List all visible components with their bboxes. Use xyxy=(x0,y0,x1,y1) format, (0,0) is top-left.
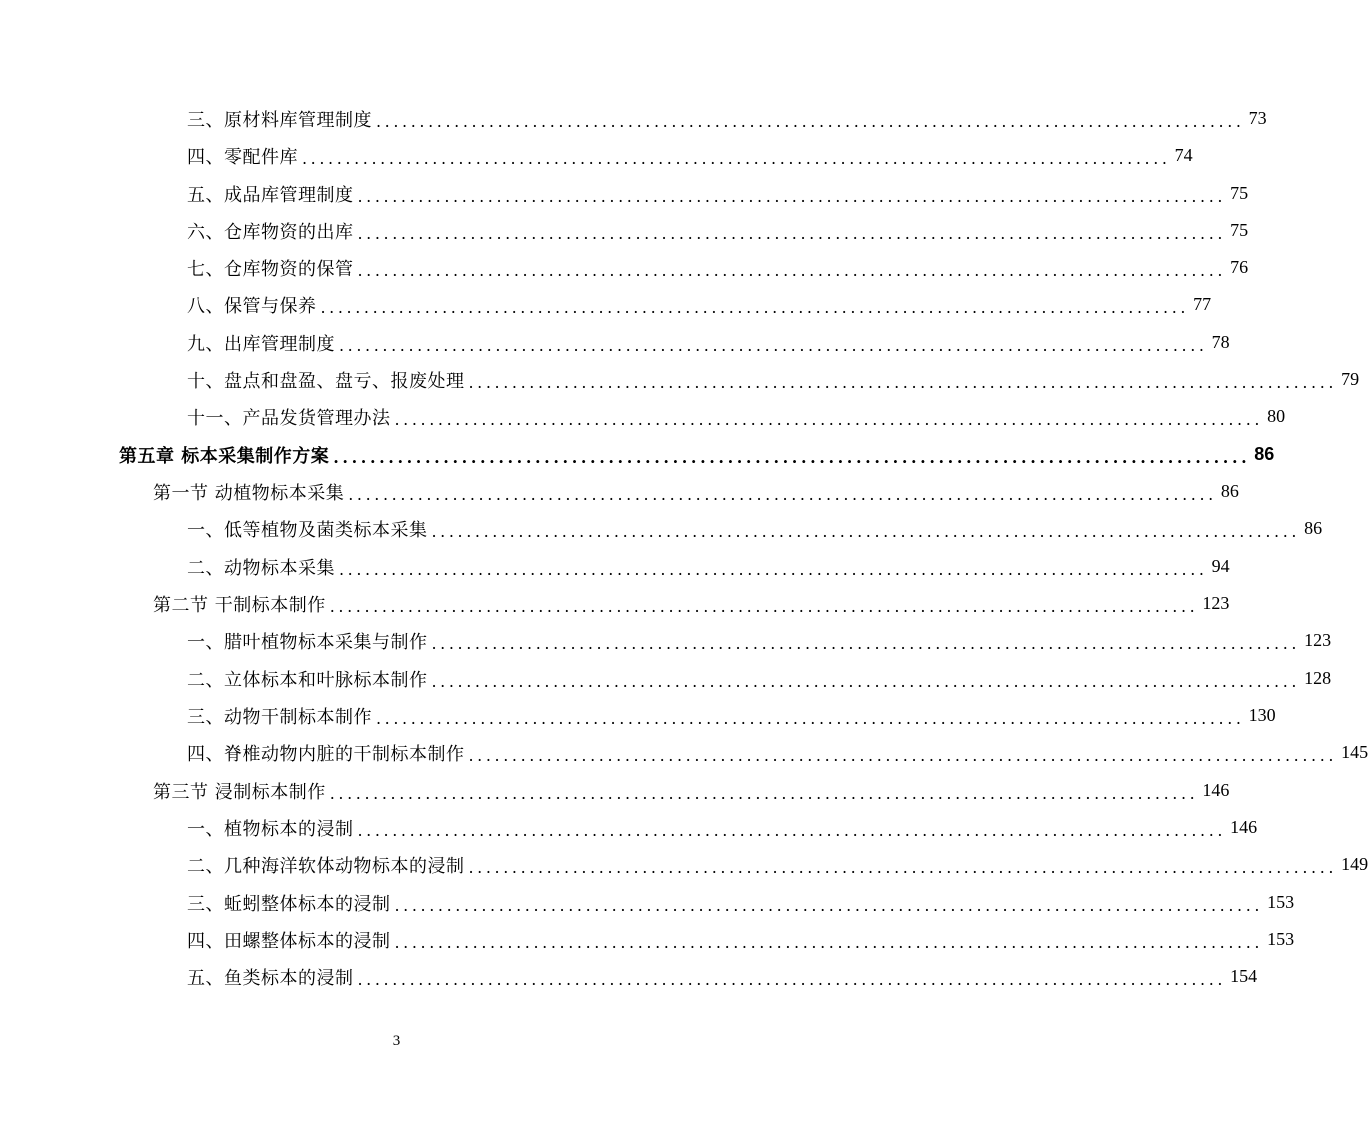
toc-section-entry[interactable] xyxy=(153,585,1230,622)
toc-entry[interactable] xyxy=(187,734,1368,771)
toc-entry[interactable] xyxy=(187,361,1360,398)
toc-entry-title: 九、出库管理制度 xyxy=(187,333,335,355)
toc-entry-title: 四、脊椎动物内脏的干制标本制作 xyxy=(187,743,465,765)
toc-entry-page: 73 xyxy=(1248,108,1267,128)
toc-entry-title: 六、仓库物资的出库 xyxy=(187,221,354,243)
toc-entry[interactable] xyxy=(187,100,1267,137)
dot-leader: .................................................................................................... xyxy=(302,148,1171,168)
dot-leader: .................................................................................................... xyxy=(431,671,1301,691)
toc-entry-title: 二、动物标本采集 xyxy=(187,557,335,579)
dot-leader: .................................................................................................... xyxy=(431,521,1301,541)
toc-entry-page: 146 xyxy=(1230,817,1258,837)
toc-entry-page: 77 xyxy=(1193,294,1212,314)
dot-leader: .................................................................................................... xyxy=(339,335,1208,355)
toc-entry[interactable] xyxy=(187,324,1230,361)
toc-entry-title: 第三节 浸制标本制作 xyxy=(153,781,326,803)
toc-entry[interactable] xyxy=(187,622,1332,659)
toc-entry-page: 86 xyxy=(1304,518,1323,538)
toc-entry-page: 86 xyxy=(1220,481,1239,501)
dot-leader: .................................................................................................... xyxy=(468,857,1338,877)
toc-entry[interactable] xyxy=(187,510,1323,547)
dot-leader: .................................................................................................... xyxy=(357,223,1227,243)
dot-leader: .................................................................................................... xyxy=(357,260,1227,280)
toc-entry[interactable] xyxy=(187,398,1286,435)
toc-entry-page: 80 xyxy=(1267,406,1286,426)
toc-entry-page: 128 xyxy=(1304,668,1332,688)
toc-entry-page: 86 xyxy=(1254,444,1275,464)
dot-leader: .................................................................................................... xyxy=(468,372,1338,392)
toc-entry[interactable] xyxy=(187,809,1258,846)
toc-entry-title: 二、几种海洋软体动物标本的浸制 xyxy=(187,855,465,877)
toc-entry-page: 146 xyxy=(1202,780,1230,800)
toc-entry[interactable] xyxy=(187,286,1212,323)
toc-entry-title: 一、腊叶植物标本采集与制作 xyxy=(187,631,428,653)
toc-entry[interactable] xyxy=(187,137,1193,174)
dot-leader: .................................................................................................... xyxy=(394,409,1264,429)
page-number: 3 xyxy=(392,1033,401,1049)
toc-entry-title: 三、原材料库管理制度 xyxy=(187,109,372,131)
toc-entry[interactable] xyxy=(187,212,1249,249)
toc-entry-title: 十、盘点和盘盈、盘亏、报废处理 xyxy=(187,370,465,392)
toc-entry-page: 123 xyxy=(1304,630,1332,650)
toc-entry[interactable] xyxy=(187,175,1249,212)
toc-entry-title: 十一、产品发货管理办法 xyxy=(187,407,391,429)
toc-entry[interactable] xyxy=(187,921,1295,958)
toc-entry-page: 74 xyxy=(1174,145,1193,165)
toc-section-entry[interactable] xyxy=(153,473,1239,510)
toc-entry-page: 130 xyxy=(1248,705,1276,725)
dot-leader: .................................................................................................... xyxy=(348,484,1217,504)
dot-leader: .................................................................................................... xyxy=(329,596,1199,616)
dot-leader: .................................................................................................... xyxy=(357,969,1227,989)
toc-entry-title: 第二节 干制标本制作 xyxy=(153,594,326,616)
toc-entry-title: 第五章 标本采集制作方案 xyxy=(119,445,330,467)
toc-entry-page: 154 xyxy=(1230,966,1258,986)
dot-leader: .................................................................................................... xyxy=(394,895,1264,915)
toc-entry[interactable] xyxy=(187,660,1332,697)
dot-leader: .................................................................................................... xyxy=(394,932,1264,952)
toc-entry-page: 75 xyxy=(1230,220,1249,240)
toc-entry-page: 78 xyxy=(1211,332,1230,352)
toc-entry-title: 五、成品库管理制度 xyxy=(187,184,354,206)
dot-leader: .................................................................................................... xyxy=(357,820,1227,840)
dot-leader: .................................................................................................... xyxy=(339,559,1208,579)
toc-entry-page: 123 xyxy=(1202,593,1230,613)
toc-entry-title: 五、鱼类标本的浸制 xyxy=(187,967,354,989)
toc-entry[interactable] xyxy=(187,958,1258,995)
dot-leader: .................................................................................................... xyxy=(357,186,1227,206)
toc-entry-page: 153 xyxy=(1267,892,1295,912)
toc-entry-page: 149 xyxy=(1341,854,1368,874)
toc-entry-title: 三、动物干制标本制作 xyxy=(187,706,372,728)
toc-entry[interactable] xyxy=(187,249,1249,286)
toc-entry-title: 八、保管与保养 xyxy=(187,295,317,317)
toc-entry-page: 79 xyxy=(1341,369,1360,389)
dot-leader: .................................................................................................... xyxy=(329,783,1199,803)
toc-entry-page: 94 xyxy=(1211,556,1230,576)
toc-entry[interactable] xyxy=(187,846,1368,883)
toc-chapter-entry[interactable] xyxy=(119,436,1275,473)
dot-leader: .................................................................................................... xyxy=(320,297,1190,317)
dot-leader: .................................................................................................... xyxy=(431,633,1301,653)
toc-entry-title: 七、仓库物资的保管 xyxy=(187,258,354,280)
toc-entry-title: 一、低等植物及菌类标本采集 xyxy=(187,519,428,541)
toc-entry-page: 145 xyxy=(1341,742,1368,762)
dot-leader: .................................................................................................... xyxy=(376,708,1245,728)
toc-entry-title: 三、蚯蚓整体标本的浸制 xyxy=(187,893,391,915)
toc-entry-title: 四、零配件库 xyxy=(187,146,298,168)
toc-entry-title: 四、田螺整体标本的浸制 xyxy=(187,930,391,952)
toc-entry-page: 76 xyxy=(1230,257,1249,277)
dot-leader: .................................................................................................... xyxy=(468,745,1338,765)
toc-entry-title: 二、立体标本和叶脉标本制作 xyxy=(187,669,428,691)
toc-entry[interactable] xyxy=(187,884,1295,921)
toc-entry[interactable] xyxy=(187,548,1230,585)
toc-entry-page: 75 xyxy=(1230,183,1249,203)
toc-entry-title: 一、植物标本的浸制 xyxy=(187,818,354,840)
dot-leader: .................................................................................................... xyxy=(333,447,1251,467)
toc-entry[interactable] xyxy=(187,697,1276,734)
toc-entry-page: 153 xyxy=(1267,929,1295,949)
toc-entry-title: 第一节 动植物标本采集 xyxy=(153,482,345,504)
dot-leader: .................................................................................................... xyxy=(376,111,1245,131)
toc-section-entry[interactable] xyxy=(153,772,1230,809)
